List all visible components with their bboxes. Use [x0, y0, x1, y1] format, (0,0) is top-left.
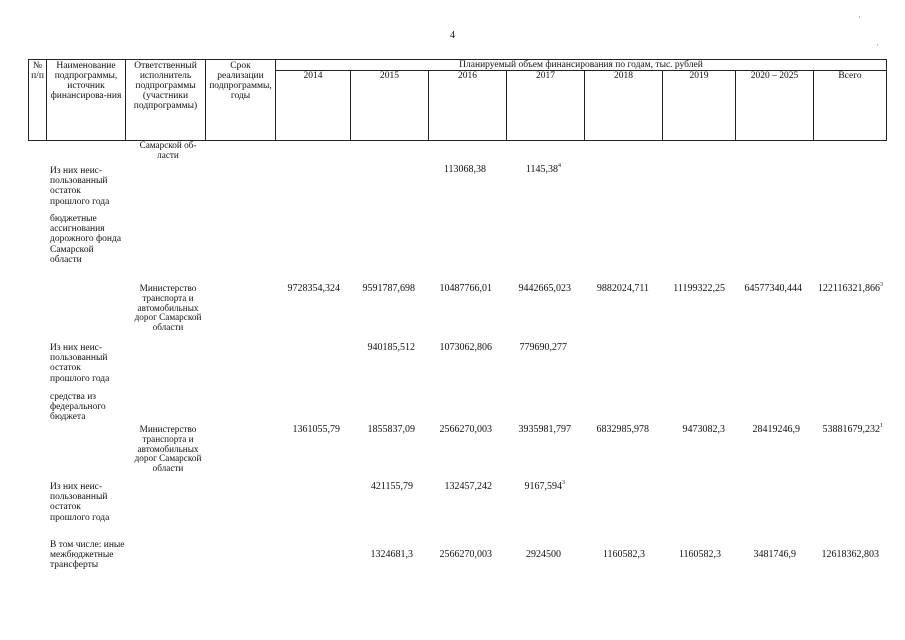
value-cell: 28419246,9: [752, 424, 800, 435]
scan-mark: ·: [876, 40, 879, 50]
value-cell: 9473082,3: [682, 424, 725, 435]
total-cell: 53881679,232$^1$: [822, 423, 883, 435]
row-label: Из них неис-пользованный остаток прошлого года: [50, 166, 110, 207]
row-label: Из них неис-пользованный остаток прошлого года: [50, 343, 110, 384]
value-cell: 3935981,797: [518, 424, 571, 435]
value-cell: 132457,242: [444, 481, 492, 492]
header-name: Наименование подпрограммы, источник финансирова-ния: [47, 60, 126, 141]
row-label: бюджетные ассигнования дорожного фонда Самарской области: [50, 214, 122, 265]
value-cell: 9728354,324: [287, 283, 340, 294]
value-cell: 1361055,79: [292, 424, 340, 435]
year-header: 2020 – 2025: [736, 71, 814, 141]
value-cell: 9591787,698: [362, 283, 415, 294]
value-cell: 940185,512: [367, 342, 415, 353]
year-header: 2015: [351, 71, 429, 141]
value-cell: 2566270,003: [439, 424, 492, 435]
value-cell: 10487766,01: [439, 283, 492, 294]
value-cell: 11199322,25: [673, 283, 725, 294]
row-label: Из них неис-пользованный остаток прошлого года: [50, 482, 110, 523]
value-cell: 2566270,003: [439, 549, 492, 560]
value-cell: 1145,38$^4$: [525, 163, 561, 175]
page-number: 4: [450, 30, 455, 41]
value-cell: 113068,38: [443, 164, 486, 175]
value-cell: 6832985,978: [596, 424, 649, 435]
value-cell: 9167,594$^3$: [524, 480, 565, 492]
year-header: 2018: [585, 71, 663, 141]
value-cell: 3481746,9: [753, 549, 796, 560]
value-cell: 1160582,3: [602, 549, 645, 560]
header-table: [28, 59, 887, 141]
header-term: Срок реализации подпрограммы, годы: [206, 60, 276, 141]
responsible-cell: Министерство транспорта и автомобильных дорог Самарской области: [134, 283, 202, 333]
value-cell: 1324681,3: [370, 549, 413, 560]
row-label: В том числе: иные межбюджетные трансферты: [50, 540, 125, 571]
value-cell: 1073062,806: [439, 342, 492, 353]
total-cell: 12618362,803: [821, 549, 879, 560]
value-cell: 9882024,711: [596, 283, 649, 294]
value-cell: 421155,79: [370, 481, 413, 492]
year-header: Всего: [814, 71, 887, 141]
total-cell: 122116321,866$^3$: [817, 282, 883, 294]
value-cell: 2924500: [526, 549, 561, 560]
responsible-cell: Министерство транспорта и автомобильных дорог Самарской области: [134, 424, 202, 474]
header-no: № п/п: [29, 60, 47, 141]
header-responsible: Ответственный исполнитель подпрограммы (участники подпрограммы): [126, 60, 206, 141]
year-header: 2019: [663, 71, 736, 141]
value-cell: 779690,277: [519, 342, 567, 353]
value-cell: 1160582,3: [678, 549, 721, 560]
value-cell: 9442665,023: [518, 283, 571, 294]
scan-mark: ·: [858, 12, 861, 22]
value-cell: 64577340,444: [744, 283, 802, 294]
responsible-cell: Самарской об-ласти: [139, 140, 197, 160]
year-header: 2014: [276, 71, 351, 141]
header-planned: Планируемый объем финансирования по годам, тыс. рублей: [276, 60, 887, 71]
year-header: 2016: [429, 71, 507, 141]
value-cell: 1855837,09: [367, 424, 415, 435]
year-header: 2017: [507, 71, 585, 141]
row-label: средства из федерального бюджета: [50, 392, 106, 423]
